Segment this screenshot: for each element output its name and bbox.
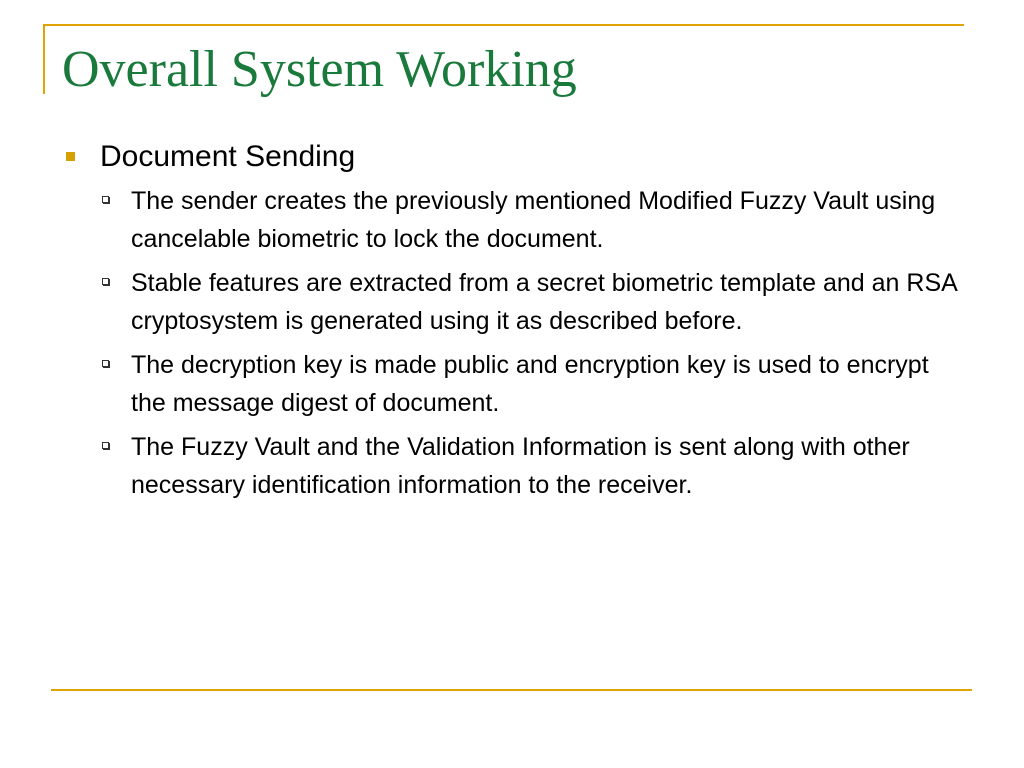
slide-content: [62, 138, 962, 510]
square-bullet-icon: [66, 152, 75, 161]
hollow-square-bullet-icon: [102, 442, 109, 449]
sub-bullet-item: [96, 182, 962, 258]
sub-bullet-text: The decryption key is made public and encryption key is used to encrypt the message digest of document.: [131, 351, 929, 417]
sub-bullet-text: The sender creates the previously mentioned Modified Fuzzy Vault using cancelable biometric to lock the document.: [131, 187, 936, 253]
slide-title: Overall System Working: [62, 41, 577, 98]
bullet-item: [62, 138, 962, 176]
sub-bullet-item: [96, 346, 962, 422]
hollow-square-bullet-icon: [102, 360, 109, 367]
bullet-text: Document Sending: [100, 140, 356, 173]
sub-bullet-item: [96, 264, 962, 340]
hollow-square-bullet-icon: [102, 196, 109, 203]
left-accent-line: [43, 24, 45, 94]
sub-bullet-text: Stable features are extracted from a secret biometric template and an RSA cryptosystem is generated using it as described before.: [131, 269, 957, 335]
top-accent-line: [43, 24, 964, 26]
bottom-accent-line: [51, 689, 972, 691]
sub-bullet-text: The Fuzzy Vault and the Validation Information is sent along with other necessary identification information to the receiver.: [131, 433, 910, 499]
hollow-square-bullet-icon: [102, 278, 109, 285]
sub-bullet-list: [62, 182, 962, 504]
sub-bullet-item: [96, 428, 962, 504]
